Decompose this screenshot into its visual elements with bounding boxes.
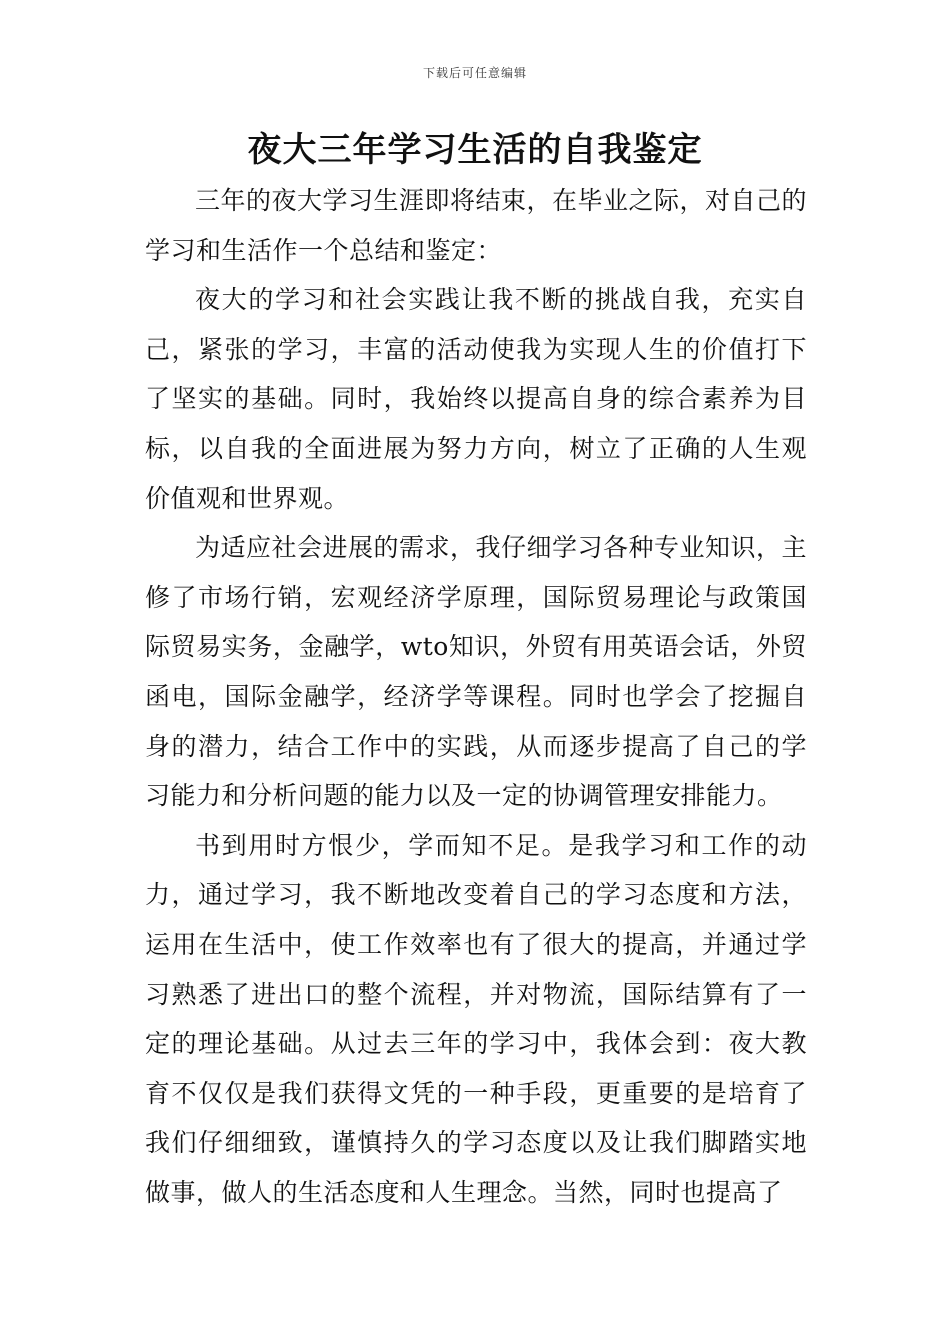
paragraph-4: 书到用时方恨少，学而知不足。是我学习和工作的动力，通过学习，我不断地改变着自己的学习态度和方法，运用在生活中，使工作效率也有了很大的提高，并通过学习熟悉了进出口的整个流程，并对物流，国际结算有了一定的理论基础。从过去三年的学习中，我体会到：夜大教育不仅仅是我们获得文凭的一种手段，更重要的是培育了我们仔细细致，谨慎持久的学习态度以及让我们脚踏实地做事，做人的生活态度和人生理念。当然，同时也提高了 xyxy=(145,830,807,1207)
document-body xyxy=(145,176,807,1217)
paragraph-1: 三年的夜大学习生涯即将结束，在毕业之际，对自己的学习和生活作一个总结和鉴定： xyxy=(145,186,808,265)
header-note: 下载后可任意编辑 xyxy=(422,66,527,80)
paragraph-2: 夜大的学习和社会实践让我不断的挑战自我，充实自己，紧张的学习，丰富的活动使我为实现人生的价值打下了坚实的基础。同时，我始终以提高自身的综合素养为目标，以自我的全面进展为努力方向，树立了正确的人生观价值观和世界观。 xyxy=(145,285,807,513)
paragraph-3: 为适应社会进展的需求，我仔细学习各种专业知识，主修了市场行销，宏观经济学原理，国际贸易理论与政策国际贸易实务，金融学，wto知识，外贸有用英语会话，外贸函电，国际金融学，经济学等课程。同时也学会了挖掘自身的潜力，结合工作中的实践，从而逐步提高了自己的学习能力和分析问题的能力以及一定的协调管理安排能力。 xyxy=(145,533,808,811)
document-title: 夜大三年学习生活的自我鉴定 xyxy=(247,130,703,170)
